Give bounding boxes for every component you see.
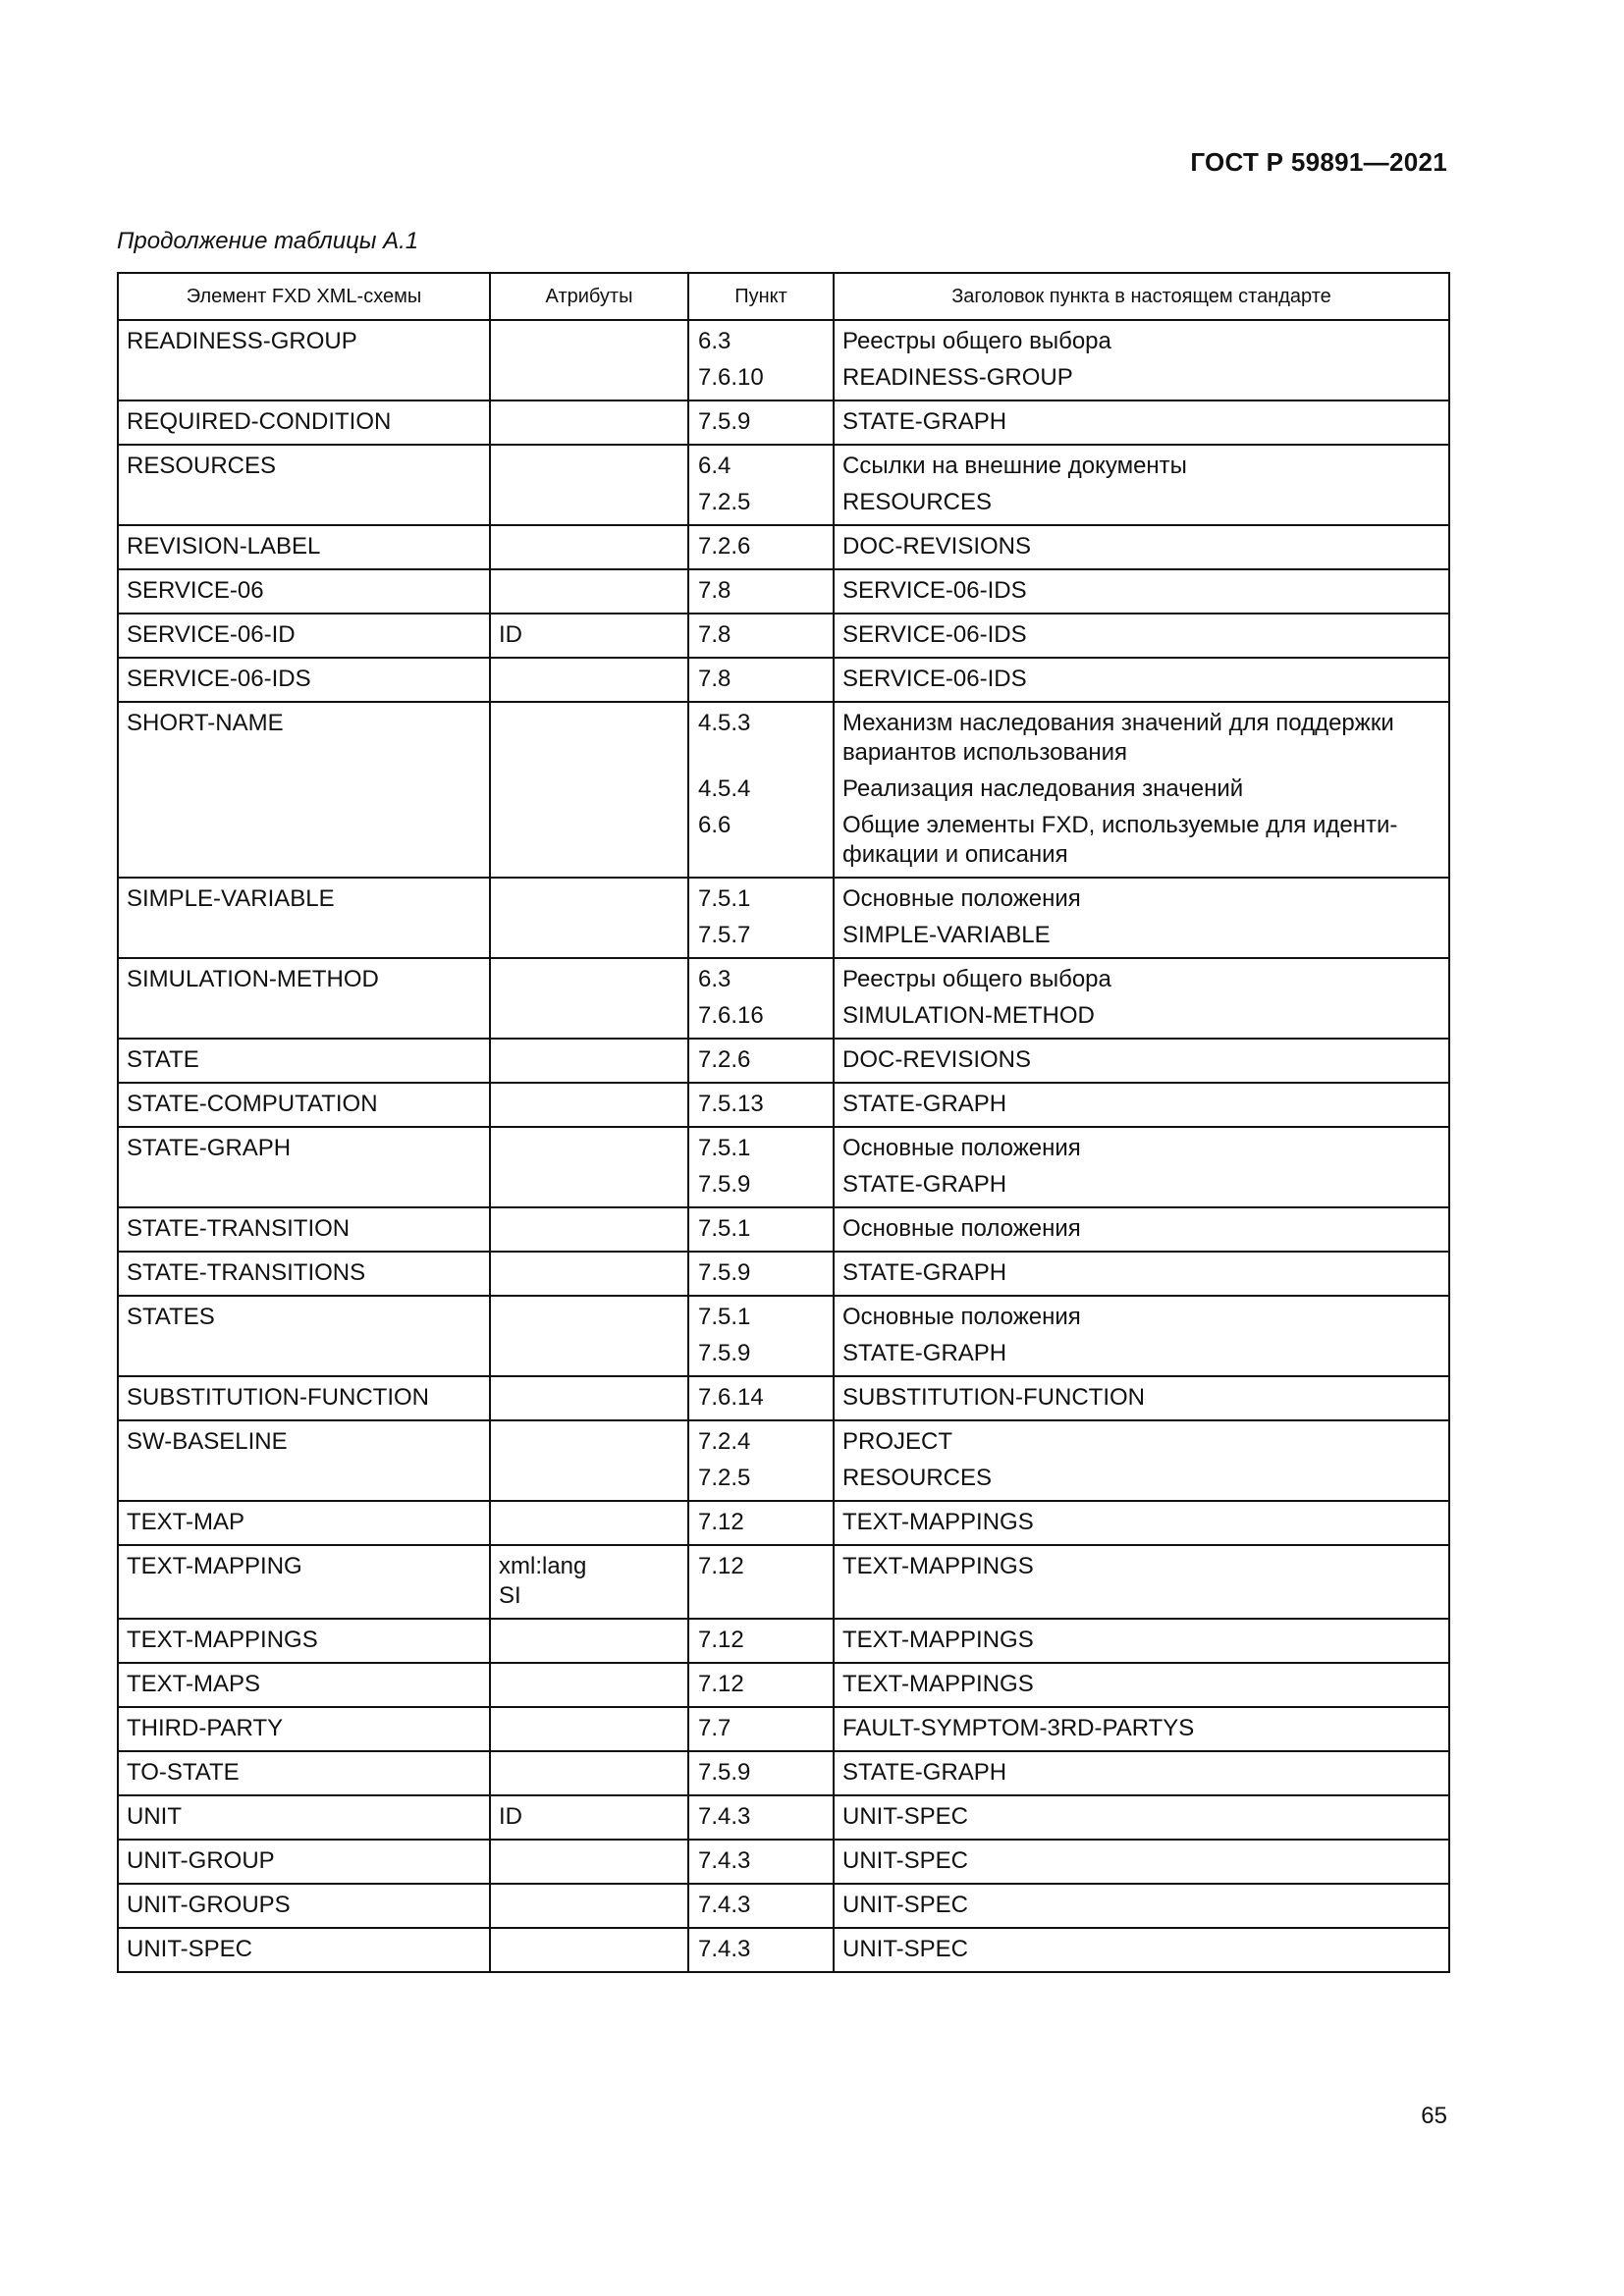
element-cell	[118, 1039, 490, 1083]
clause-title-line: STATE-GRAPH	[842, 1171, 1007, 1198]
clause-title-cell	[834, 1751, 1449, 1795]
attributes-cell	[490, 445, 688, 525]
element-name: SHORT-NAME	[127, 710, 284, 736]
element-name: READINESS-GROUP	[127, 328, 357, 354]
clause-cell	[688, 1663, 834, 1707]
clause-title-line: Реестры общего выбора	[842, 966, 1111, 992]
clause-title-cell	[834, 1840, 1449, 1884]
attributes-cell	[490, 400, 688, 445]
column-header-element: Элемент FXD XML-схемы	[118, 273, 490, 320]
clause-number: 7.5.9	[698, 1259, 751, 1286]
attributes-cell	[490, 525, 688, 569]
clause-title-line: SERVICE-06-IDS	[842, 666, 1027, 692]
clause-title-cell	[834, 1884, 1449, 1928]
table-row	[118, 958, 1449, 1039]
element-cell	[118, 1751, 490, 1795]
clause-number: 7.12	[698, 1627, 744, 1653]
table-row	[118, 1663, 1449, 1707]
attribute-value: SI	[499, 1582, 521, 1609]
clause-title-cell	[834, 1376, 1449, 1420]
clause-cell	[688, 658, 834, 702]
clause-number: 7.4.3	[698, 1892, 751, 1918]
clause-title-cell	[834, 878, 1449, 958]
table-row	[118, 1545, 1449, 1619]
table-row	[118, 1252, 1449, 1296]
clause-title-line: STATE-GRAPH	[842, 1759, 1007, 1786]
attributes-cell	[490, 1296, 688, 1376]
attribute-value: ID	[499, 621, 522, 648]
table-row	[118, 1795, 1449, 1840]
clause-number: 7.5.7	[698, 922, 751, 948]
element-name: SUBSTITUTION-FUNCTION	[127, 1384, 429, 1411]
clause-title-line: фикации и описания	[842, 841, 1068, 868]
table-row	[118, 1840, 1449, 1884]
document-header: ГОСТ Р 59891—2021	[1190, 147, 1447, 177]
attributes-cell	[490, 1751, 688, 1795]
element-cell	[118, 445, 490, 525]
clause-title-cell	[834, 400, 1449, 445]
element-name: SIMPLE-VARIABLE	[127, 885, 335, 912]
clause-number: 7.2.5	[698, 489, 751, 515]
clause-number: 6.3	[698, 328, 731, 354]
clause-title-line: Ссылки на внешние документы	[842, 453, 1187, 479]
table-row	[118, 525, 1449, 569]
attributes-cell	[490, 1252, 688, 1296]
column-header-attributes: Атрибуты	[490, 273, 688, 320]
clause-title-line: DOC-REVISIONS	[842, 1046, 1032, 1073]
clause-title-cell	[834, 320, 1449, 400]
clause-title-line: RESOURCES	[842, 489, 993, 515]
clause-title-line: TEXT-MAPPINGS	[842, 1627, 1034, 1653]
table-row	[118, 878, 1449, 958]
element-name: UNIT-SPEC	[127, 1936, 253, 1962]
clause-title-cell	[834, 614, 1449, 658]
element-name: SERVICE-06-ID	[127, 621, 296, 648]
clause-number: 4.5.3	[698, 710, 751, 736]
attributes-cell	[490, 1663, 688, 1707]
clause-title-line: вариантов использования	[842, 739, 1127, 766]
clause-number: 7.2.4	[698, 1428, 751, 1455]
element-cell	[118, 1296, 490, 1376]
element-name: SERVICE-06-IDS	[127, 666, 311, 692]
table-header-row	[118, 273, 1449, 320]
clause-number: 7.8	[698, 577, 731, 604]
clause-cell	[688, 1039, 834, 1083]
element-cell	[118, 1707, 490, 1751]
clause-number: 7.4.3	[698, 1936, 751, 1962]
attributes-cell	[490, 614, 688, 658]
attributes-cell	[490, 1501, 688, 1545]
clause-cell	[688, 1840, 834, 1884]
clause-number: 6.4	[698, 453, 731, 479]
element-cell	[118, 525, 490, 569]
clause-cell	[688, 1619, 834, 1663]
clause-cell	[688, 1420, 834, 1501]
clause-title-cell	[834, 1795, 1449, 1840]
clause-number: 7.5.1	[698, 1215, 751, 1242]
clause-cell	[688, 614, 834, 658]
table-body	[118, 320, 1449, 1972]
clause-title-cell	[834, 1420, 1449, 1501]
clause-number: 6.6	[698, 812, 731, 838]
attributes-cell	[490, 1207, 688, 1252]
element-cell	[118, 1207, 490, 1252]
clause-number: 7.5.1	[698, 1135, 751, 1161]
element-name: RESOURCES	[127, 453, 277, 479]
clause-cell	[688, 1751, 834, 1795]
attributes-cell	[490, 1083, 688, 1127]
clause-number: 7.8	[698, 666, 731, 692]
table-row	[118, 569, 1449, 614]
attributes-cell	[490, 1127, 688, 1207]
clause-title-line: STATE-GRAPH	[842, 1091, 1007, 1117]
clause-title-cell	[834, 1039, 1449, 1083]
clause-title-line: Основные положения	[842, 1215, 1081, 1242]
attributes-cell	[490, 569, 688, 614]
clause-title-line: UNIT-SPEC	[842, 1847, 969, 1874]
clause-cell	[688, 1083, 834, 1127]
table-row	[118, 400, 1449, 445]
clause-number: 7.6.16	[698, 1002, 764, 1029]
attributes-cell	[490, 1928, 688, 1972]
clause-title-line: SIMPLE-VARIABLE	[842, 922, 1051, 948]
clause-title-line: TEXT-MAPPINGS	[842, 1553, 1034, 1579]
element-name: REQUIRED-CONDITION	[127, 408, 392, 435]
clause-cell	[688, 1376, 834, 1420]
clause-number: 4.5.4	[698, 775, 751, 802]
table-row	[118, 1376, 1449, 1420]
element-name: REVISION-LABEL	[127, 533, 321, 560]
element-cell	[118, 1840, 490, 1884]
clause-title-cell	[834, 569, 1449, 614]
table-row	[118, 1420, 1449, 1501]
clause-number: 7.12	[698, 1553, 744, 1579]
element-cell	[118, 1420, 490, 1501]
clause-number: 7.5.1	[698, 885, 751, 912]
attributes-cell	[490, 1884, 688, 1928]
table-row	[118, 1127, 1449, 1207]
table-row	[118, 658, 1449, 702]
element-cell	[118, 1928, 490, 1972]
element-cell	[118, 1252, 490, 1296]
attribute-value: ID	[499, 1803, 522, 1830]
clause-cell	[688, 525, 834, 569]
element-cell	[118, 1663, 490, 1707]
clause-cell	[688, 1795, 834, 1840]
table-row	[118, 1884, 1449, 1928]
clause-cell	[688, 1884, 834, 1928]
element-cell	[118, 400, 490, 445]
element-name: TEXT-MAP	[127, 1509, 245, 1535]
clause-title-cell	[834, 702, 1449, 878]
table-row	[118, 702, 1449, 878]
clause-cell	[688, 320, 834, 400]
element-name: STATE-GRAPH	[127, 1135, 292, 1161]
clause-title-cell	[834, 1545, 1449, 1619]
clause-title-line: STATE-GRAPH	[842, 408, 1007, 435]
clause-title-cell	[834, 445, 1449, 525]
clause-title-line: Реестры общего выбора	[842, 328, 1111, 354]
attributes-cell	[490, 1707, 688, 1751]
table-row	[118, 614, 1449, 658]
clause-number: 7.12	[698, 1509, 744, 1535]
element-cell	[118, 1083, 490, 1127]
attributes-cell	[490, 1545, 688, 1619]
clause-title-cell	[834, 1252, 1449, 1296]
element-cell	[118, 702, 490, 878]
page-number: 65	[1421, 2103, 1447, 2129]
clause-cell	[688, 400, 834, 445]
clause-number: 7.2.5	[698, 1465, 751, 1491]
clause-title-cell	[834, 1619, 1449, 1663]
clause-title-line: SIMULATION-METHOD	[842, 1002, 1095, 1029]
element-cell	[118, 1376, 490, 1420]
element-name: TEXT-MAPS	[127, 1671, 261, 1697]
element-cell	[118, 1127, 490, 1207]
clause-title-line: Основные положения	[842, 1135, 1081, 1161]
clause-cell	[688, 878, 834, 958]
clause-title-cell	[834, 1501, 1449, 1545]
clause-cell	[688, 1127, 834, 1207]
clause-title-line: TEXT-MAPPINGS	[842, 1671, 1034, 1697]
element-cell	[118, 569, 490, 614]
attributes-cell	[490, 702, 688, 878]
attributes-cell	[490, 658, 688, 702]
attributes-cell	[490, 958, 688, 1039]
clause-cell	[688, 958, 834, 1039]
clause-title-line: RESOURCES	[842, 1465, 993, 1491]
table-row	[118, 1296, 1449, 1376]
clause-number: 7.2.6	[698, 533, 751, 560]
attributes-cell	[490, 878, 688, 958]
clause-title-line: Основные положения	[842, 1304, 1081, 1330]
clause-cell	[688, 1545, 834, 1619]
element-name: UNIT-GROUPS	[127, 1892, 291, 1918]
clause-title-line: SERVICE-06-IDS	[842, 577, 1027, 604]
element-cell	[118, 958, 490, 1039]
clause-title-line: DOC-REVISIONS	[842, 533, 1032, 560]
table-row	[118, 1207, 1449, 1252]
clause-number: 7.5.9	[698, 1340, 751, 1366]
clause-cell	[688, 569, 834, 614]
attributes-cell	[490, 1840, 688, 1884]
clause-title-cell	[834, 1928, 1449, 1972]
element-name: THIRD-PARTY	[127, 1715, 284, 1741]
clause-title-line: UNIT-SPEC	[842, 1803, 969, 1830]
attributes-cell	[490, 1619, 688, 1663]
attribute-value: xml:lang	[499, 1553, 587, 1579]
element-cell	[118, 614, 490, 658]
clause-number: 7.5.9	[698, 1759, 751, 1786]
clause-title-line: SERVICE-06-IDS	[842, 621, 1027, 648]
clause-title-line: Общие элементы FXD, используемые для иденти-	[842, 812, 1398, 838]
clause-title-cell	[834, 1207, 1449, 1252]
element-name: STATE-TRANSITIONS	[127, 1259, 366, 1286]
column-header-clause: Пункт	[688, 273, 834, 320]
clause-title-line: UNIT-SPEC	[842, 1936, 969, 1962]
element-name: TO-STATE	[127, 1759, 240, 1786]
element-name: STATES	[127, 1304, 215, 1330]
element-name: TEXT-MAPPINGS	[127, 1627, 318, 1653]
element-cell	[118, 320, 490, 400]
element-name: UNIT	[127, 1803, 182, 1830]
clause-number: 7.2.6	[698, 1046, 751, 1073]
clause-title-line: PROJECT	[842, 1428, 953, 1455]
element-name: SIMULATION-METHOD	[127, 966, 379, 992]
clause-title-line: Механизм наследования значений для поддержки	[842, 710, 1394, 736]
clause-cell	[688, 445, 834, 525]
clause-title-cell	[834, 658, 1449, 702]
table-row	[118, 1928, 1449, 1972]
clause-cell	[688, 1928, 834, 1972]
clause-title-line: Реализация наследования значений	[842, 775, 1244, 802]
clause-title-line: Основные положения	[842, 885, 1081, 912]
clause-cell	[688, 1207, 834, 1252]
clause-title-line: TEXT-MAPPINGS	[842, 1509, 1034, 1535]
element-name: TEXT-MAPPING	[127, 1553, 302, 1579]
element-cell	[118, 1884, 490, 1928]
clause-number: 7.4.3	[698, 1803, 751, 1830]
table-row	[118, 445, 1449, 525]
element-name: STATE-TRANSITION	[127, 1215, 351, 1242]
clause-title-line: STATE-GRAPH	[842, 1259, 1007, 1286]
clause-number: 7.5.13	[698, 1091, 764, 1117]
clause-cell	[688, 1501, 834, 1545]
clause-number: 7.6.14	[698, 1384, 764, 1411]
clause-title-cell	[834, 958, 1449, 1039]
clause-title-line: STATE-GRAPH	[842, 1340, 1007, 1366]
element-cell	[118, 1545, 490, 1619]
clause-title-cell	[834, 1127, 1449, 1207]
table-row	[118, 1501, 1449, 1545]
attributes-cell	[490, 1420, 688, 1501]
clause-number: 7.6.10	[698, 364, 764, 391]
clause-title-line: UNIT-SPEC	[842, 1892, 969, 1918]
clause-title-line: FAULT-SYMPTOM-3RD-PARTYS	[842, 1715, 1195, 1741]
attributes-cell	[490, 320, 688, 400]
element-cell	[118, 1619, 490, 1663]
element-cell	[118, 658, 490, 702]
attributes-cell	[490, 1376, 688, 1420]
clause-number: 7.12	[698, 1671, 744, 1697]
attributes-cell	[490, 1039, 688, 1083]
clause-cell	[688, 1707, 834, 1751]
table-caption: Продолжение таблицы А.1	[117, 228, 419, 254]
table-row	[118, 1083, 1449, 1127]
clause-title-cell	[834, 1083, 1449, 1127]
clause-number: 6.3	[698, 966, 731, 992]
clause-title-cell	[834, 1296, 1449, 1376]
table-row	[118, 1619, 1449, 1663]
clause-title-line: SUBSTITUTION-FUNCTION	[842, 1384, 1145, 1411]
element-name: STATE-COMPUTATION	[127, 1091, 378, 1117]
clause-cell	[688, 702, 834, 878]
clause-number: 7.8	[698, 621, 731, 648]
element-name: UNIT-GROUP	[127, 1847, 275, 1874]
table-row	[118, 320, 1449, 400]
element-name: SW-BASELINE	[127, 1428, 288, 1455]
column-header-clause-title: Заголовок пункта в настоящем стандарте	[834, 273, 1449, 320]
clause-title-line: READINESS-GROUP	[842, 364, 1073, 391]
table-row	[118, 1039, 1449, 1083]
element-cell	[118, 1795, 490, 1840]
schema-elements-table	[117, 272, 1450, 1973]
element-cell	[118, 878, 490, 958]
element-name: STATE	[127, 1046, 199, 1073]
clause-number: 7.5.9	[698, 408, 751, 435]
table-row	[118, 1707, 1449, 1751]
element-name: SERVICE-06	[127, 577, 264, 604]
element-cell	[118, 1501, 490, 1545]
clause-title-cell	[834, 525, 1449, 569]
clause-number: 7.4.3	[698, 1847, 751, 1874]
clause-number: 7.5.9	[698, 1171, 751, 1198]
clause-title-cell	[834, 1663, 1449, 1707]
table-row	[118, 1751, 1449, 1795]
clause-number: 7.7	[698, 1715, 731, 1741]
clause-number: 7.5.1	[698, 1304, 751, 1330]
clause-cell	[688, 1252, 834, 1296]
clause-cell	[688, 1296, 834, 1376]
attributes-cell	[490, 1795, 688, 1840]
clause-title-cell	[834, 1707, 1449, 1751]
